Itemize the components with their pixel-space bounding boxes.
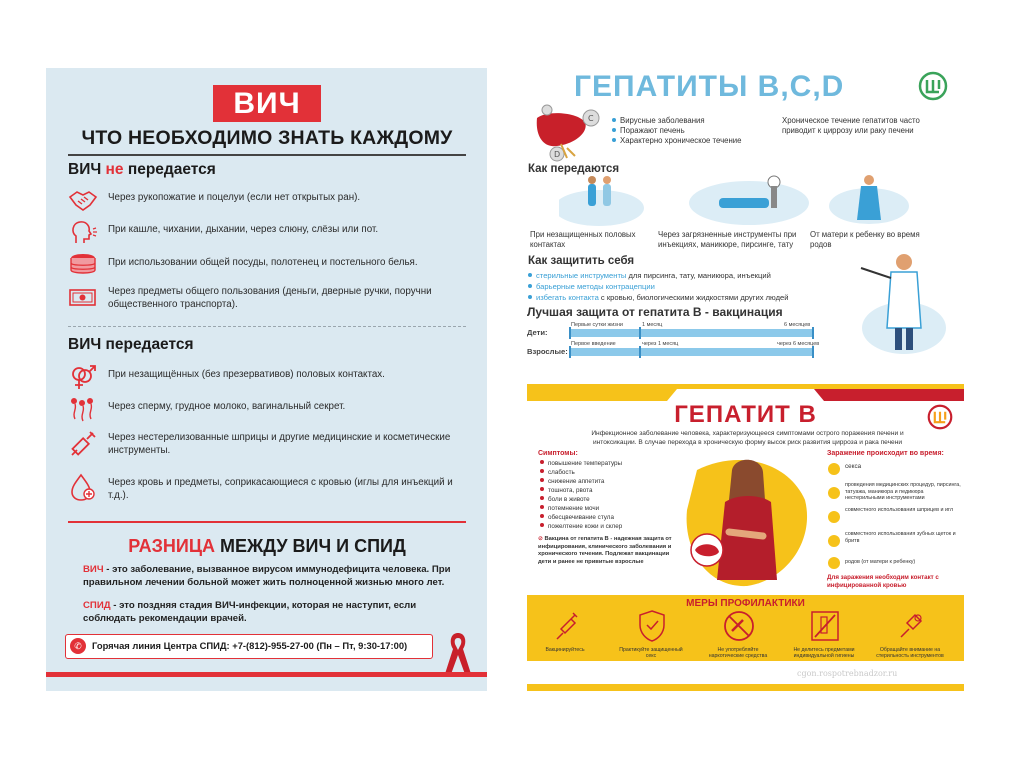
item-text: При кашле, чихании, дыхании, через слюну, слёзы или пот.	[108, 224, 379, 235]
syringe-icon	[553, 609, 579, 643]
list-item	[68, 395, 458, 425]
prevention-caption: Вакцинируйтесь	[545, 647, 585, 653]
doctor-illustration	[849, 248, 949, 358]
money-icon	[68, 283, 98, 311]
symptom-item	[540, 523, 622, 532]
term: СПИД	[83, 600, 111, 611]
rospotrebnadzor-logo	[918, 71, 948, 101]
syringe-icon	[68, 430, 98, 458]
schedule-tick	[812, 327, 814, 339]
title-part-red: РАЗНИЦА	[128, 536, 216, 556]
hiv-definition	[83, 563, 463, 589]
schedule-tick	[639, 327, 641, 339]
hepatitis-b-poster	[527, 384, 964, 692]
sperm-icon	[68, 395, 98, 423]
protect-highlight: барьерные методы контрацепции	[536, 282, 655, 291]
item-text: Через предметы общего пользования (деньги, дверные ручки, поручни общественного транспорта).	[108, 286, 432, 310]
difference-title	[68, 536, 466, 557]
list-item	[68, 473, 458, 503]
hepatitis-b-intro: Инфекционное заболевание человека, характеризующееся симптомами острого поражения печени и интоксикации. В случае перехода в хроническую форму высок риск развития цирроза и рака печени	[591, 430, 904, 446]
fact-text: Вирусные заболевания	[620, 116, 705, 125]
protect-item	[528, 281, 655, 292]
symptom-item	[540, 478, 604, 487]
head-cough-icon	[68, 218, 98, 246]
item-text: Через кровь и предметы, соприкасающиеся с кровью (иглы для инъекций и т.д.).	[108, 477, 453, 501]
gender-symbols-icon	[68, 363, 98, 391]
schedule-caption: 1 месяц	[642, 322, 663, 328]
schedule-caption: через 1 месяц	[642, 341, 679, 347]
protect-highlight: стерильные инструменты	[536, 271, 627, 280]
prevention-caption: Не употребляйте наркотические средства	[708, 647, 768, 659]
symptom-item	[540, 469, 575, 478]
list-item	[68, 218, 458, 248]
term: ВИЧ	[83, 564, 104, 575]
prevention-item	[875, 609, 945, 657]
woman-illustration	[677, 450, 817, 590]
item-text: При незащищённых (без презервативов) половых контактах.	[108, 369, 385, 380]
svg-text:C: C	[588, 114, 594, 123]
prevention-caption: Не делитесь предметами индивидуальной гигиены	[793, 647, 855, 659]
no-sharing-hygiene-icon	[809, 609, 841, 643]
schedule-tick	[639, 346, 641, 358]
warning-icon: ⊘	[538, 536, 545, 542]
item-text: Через сперму, грудное молоко, вагинальный секрет.	[108, 401, 346, 412]
tattoo-machine-icon	[895, 609, 927, 643]
prevention-item	[616, 609, 686, 657]
prevention-item	[789, 609, 859, 657]
no-drugs-icon	[723, 609, 755, 643]
protect-item	[528, 270, 771, 281]
children-schedule-bar	[569, 329, 814, 337]
symptom-item	[540, 460, 622, 469]
svg-text:D: D	[554, 150, 561, 159]
list-item	[68, 363, 458, 393]
hotline-box[interactable]	[65, 634, 433, 659]
contact-note: Для заражения необходим контакт с инфицированной кровью	[827, 574, 939, 589]
bullet	[540, 469, 544, 473]
schedule-tick	[569, 346, 571, 358]
facts-left	[612, 116, 782, 146]
infection-item: секса	[845, 463, 862, 470]
infection-item: совместного использования зубных щеток и бритв	[845, 531, 956, 544]
watermark: cgon.rospotrebnadzor.ru	[797, 669, 898, 678]
handshake-icon	[68, 187, 98, 215]
aids-definition	[83, 599, 463, 625]
schedule-tick	[569, 327, 571, 339]
hepatitis-bcd-poster	[519, 68, 962, 378]
hotline-text: Горячая линия Центра СПИД: +7-(812)-955-27-00 (Пн – Пт, 9:30-17:00)	[92, 640, 408, 651]
schedule-caption: Первые сутки жизни	[571, 322, 623, 328]
dashed-divider	[68, 326, 466, 327]
protect-item	[528, 292, 788, 303]
schedule-tick	[812, 346, 814, 358]
prevention-caption: Обращайте внимание на стерильность инструментов	[876, 647, 944, 659]
infection-icons	[827, 460, 841, 570]
symptom-text: тошнота, рвота	[548, 487, 593, 494]
symptom-item	[540, 505, 599, 514]
infection-item: проведения медицинских процедур, пирсинга, татуажа, маникюра и педикюра нестерильными инструментами	[845, 482, 961, 502]
transmitted-title: ВИЧ передается	[68, 336, 194, 353]
hiv-headline: ЧТО НЕОБХОДИМО ЗНАТЬ КАЖДОМУ	[81, 127, 453, 149]
protect-text: для пирсинга, тату, маникюра, инъекций	[626, 271, 771, 280]
bottom-bar	[527, 684, 964, 691]
symptoms-title: Симптомы:	[538, 450, 578, 457]
infection-item: совместного использования шприцев и игл	[845, 507, 953, 513]
symptom-text: пожелтение кожи и склер	[548, 523, 623, 530]
definition-text: - это заболевание, вызванное вирусом иммунодефицита человека. При правильном лечении больной может жить полноценной жизнью много лет.	[83, 564, 451, 588]
symptom-text: обесцвечивание стула	[548, 514, 614, 521]
prevention-title: МЕРЫ ПРОФИЛАКТИКИ	[686, 598, 805, 609]
bullet	[540, 487, 544, 491]
hiv-poster	[46, 68, 487, 691]
blood-drop-icon	[68, 473, 98, 501]
infection-item: родов (от матери к ребенку)	[845, 559, 916, 565]
bottom-bar	[46, 672, 487, 677]
protect-title: Как защитить себя	[528, 255, 635, 267]
liver-virus-illustration	[527, 104, 607, 162]
schedule-caption: Первое введение	[571, 341, 616, 347]
symptom-text: слабость	[548, 469, 575, 476]
how-transmitted-title: Как передаются	[528, 163, 620, 175]
symptom-text: потемнение мочи	[548, 505, 600, 512]
bullet	[540, 478, 544, 482]
title-part-red: не	[105, 161, 124, 178]
fact-text: Характерно хроническое течение	[620, 136, 742, 145]
hiv-badge: ВИЧ	[213, 85, 321, 122]
item-text: Через нестерелизованные шприцы и другие медицинские и косметические инструменты.	[108, 432, 451, 456]
bullet	[540, 523, 544, 527]
bullet	[528, 284, 532, 288]
rospotrebnadzor-logo	[927, 404, 953, 430]
how-item: При незащищенных половых контактах	[530, 230, 636, 249]
symptom-item	[540, 487, 592, 496]
bullet	[612, 118, 616, 122]
divider	[68, 154, 466, 156]
infection-title: Заражение происходит во время:	[827, 450, 944, 457]
list-item	[68, 187, 458, 217]
not-transmitted-title	[68, 161, 216, 179]
prevention-item	[530, 609, 600, 657]
hepatitis-bcd-title: ГЕПАТИТЫ B,C,D	[574, 70, 845, 103]
title-part: ВИЧ	[68, 161, 106, 178]
list-item	[68, 250, 458, 280]
title-part: МЕЖДУ ВИЧ И СПИД	[215, 536, 406, 556]
symptom-item	[540, 496, 590, 505]
symptom-text: боли в животе	[548, 496, 590, 503]
adults-label: Взрослые:	[527, 347, 568, 356]
definition-text: - это поздняя стадия ВИЧ-инфекции, которая не наступит, если соблюдать рекомендации врачей.	[83, 600, 417, 624]
symptom-item	[540, 514, 614, 523]
bullet	[540, 460, 544, 464]
bullet	[528, 295, 532, 299]
red-divider	[68, 521, 466, 523]
facts-right: Хроническое течение гепатитов часто приводит к циррозу или раку печени	[782, 116, 920, 135]
list-item	[68, 283, 458, 313]
schedule-caption: через 6 месяцев	[777, 341, 820, 347]
title-part: передается	[123, 161, 216, 178]
bullet	[612, 128, 616, 132]
bullet	[528, 273, 532, 277]
hepatitis-b-title: ГЕПАТИТ В	[674, 401, 817, 428]
vaccine-note-text: Вакцина от гепатита В - надежная защита от инфицирования, клинического заболевания и хронического течения. Подлежат вакцинации дети и ранее не привитые взрослые	[538, 536, 672, 565]
phone-icon: ✆	[70, 638, 86, 654]
adults-schedule-bar	[569, 348, 814, 356]
item-text: Через рукопожатие и поцелуи (если нет открытых ран).	[108, 192, 361, 203]
bullet	[612, 138, 616, 142]
bullet	[540, 514, 544, 518]
protect-text: с кровью, биологическими жидкостями других людей	[598, 293, 789, 302]
prevention-caption: Практикуйте защищенный секс	[619, 647, 683, 659]
bullet	[540, 505, 544, 509]
prevention-item	[703, 609, 773, 657]
children-label: Дети:	[527, 328, 548, 337]
fact-item	[612, 116, 782, 126]
symptom-text: снижение аппетита	[548, 478, 605, 485]
dishes-icon	[68, 250, 98, 278]
transmission-illustrations	[559, 168, 919, 230]
symptom-text: повышение температуры	[548, 460, 623, 467]
item-text: При использовании общей посуды, полотенец и постельного белья.	[108, 257, 418, 268]
schedule-caption: 6 месяцев	[784, 322, 811, 328]
how-item: Через загрязненные инструменты при инъекциях, маникюре, пирсинге, тату	[658, 230, 797, 249]
vaccination-title: Лучшая защита от гепатита В - вакцинация	[527, 305, 783, 319]
how-item: От матери к ребенку во время родов	[810, 230, 920, 249]
vaccine-note	[538, 536, 678, 566]
shield-icon	[638, 609, 666, 643]
fact-item	[612, 126, 782, 136]
fact-item	[612, 136, 782, 146]
protect-highlight: избегать контакта	[536, 293, 599, 302]
fact-text: Поражают печень	[620, 126, 685, 135]
bullet	[540, 496, 544, 500]
list-item	[68, 430, 458, 460]
